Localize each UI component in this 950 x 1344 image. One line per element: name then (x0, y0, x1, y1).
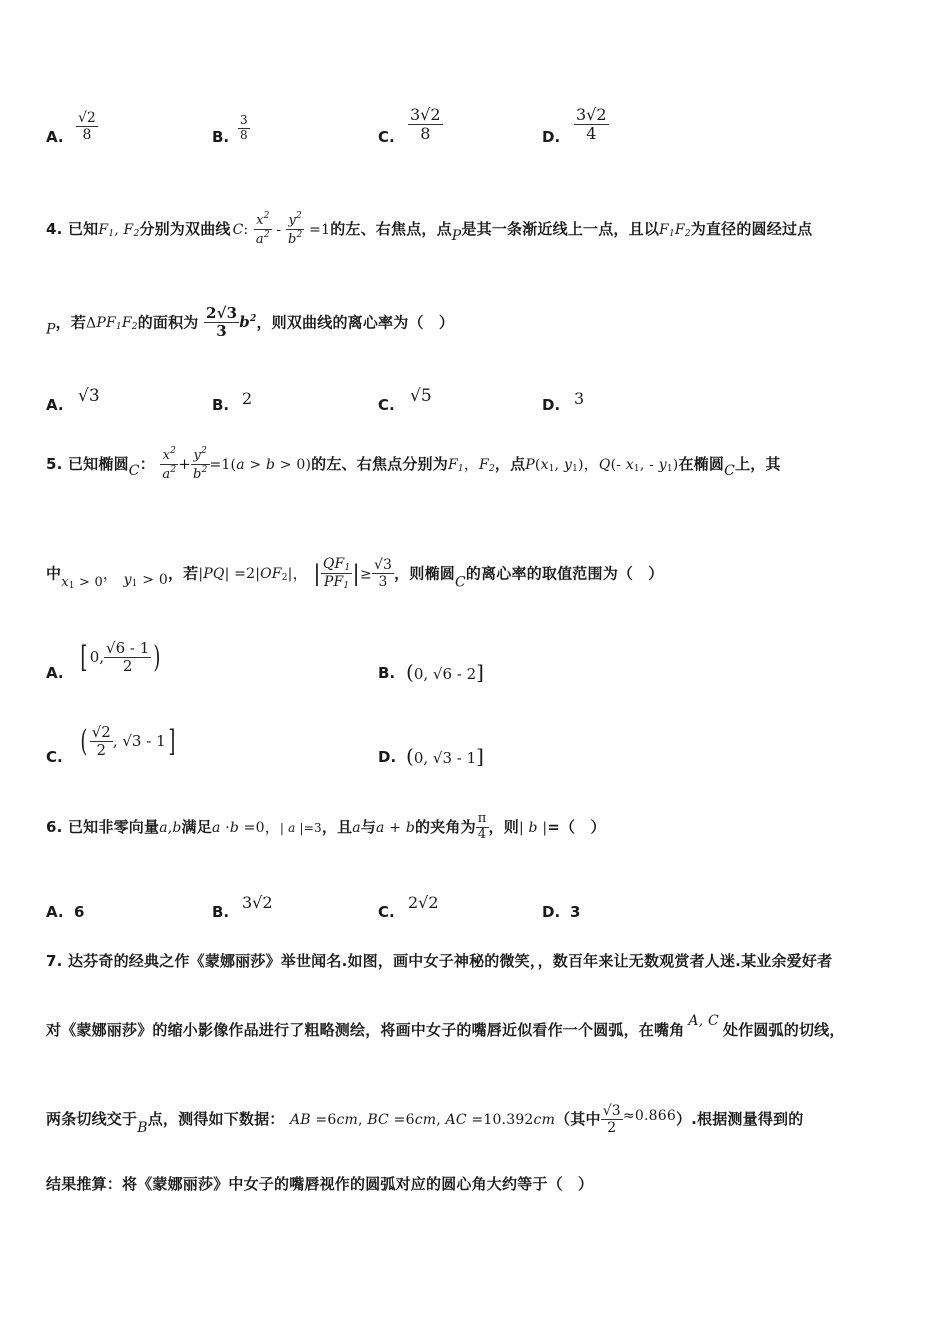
q3-option-a-label[interactable]: A. (46, 128, 64, 146)
q5-option-a-label[interactable]: A. (46, 664, 64, 682)
q6-option-d-label[interactable]: D. (542, 903, 561, 921)
q5-option-d-label[interactable]: D. (378, 748, 397, 766)
q7-line-1: 7. 达芬奇的经典之作《蒙娜丽莎》举世闻名.如图，画中女子神秘的微笑，，数百年来让无数观赏者人迷.某业余爱好者 (46, 952, 833, 970)
q5-number: 5. (46, 454, 63, 473)
q3-option-c-label[interactable]: C. (378, 128, 395, 146)
q7-line-4: 结果推算：将《蒙娜丽莎》中女子的嘴唇视作的圆弧对应的圆心角大约等于（ ） (46, 1175, 594, 1193)
q6-option-b-label[interactable]: B. (212, 903, 230, 921)
q6-option-a-value: 6 (74, 903, 85, 921)
q7-line-3: 两条切线交于B点，测得如下数据： AB =6cm, BC =6cm, AC =10.392cm（其中 $\frac{√3}{2}$ ≈0.866）.根据测量得到的 (46, 1103, 804, 1137)
q7-number: 7. (46, 952, 63, 970)
q4-option-a-value: √3 (78, 386, 100, 406)
q4-number: 4. (46, 219, 63, 238)
q5-option-b-label[interactable]: B. (378, 664, 396, 682)
q7-line-2: 对《蒙娜丽莎》的缩小影像作品进行了粗略测绘，将画中女子的嘴唇近似看作一个圆弧，在嘴角 A, C 处作圆弧的切线， (46, 1013, 845, 1039)
q4-line-2: P，若$\Delta PF_1F_2$的面积为 $\frac{2√3}{3}$ $b^2$，则双曲线的离心率为（ ） (46, 304, 455, 341)
q4-option-b-label[interactable]: B. (212, 396, 230, 414)
q5-line-1: 5. 已知椭圆C： $\frac{x^2}{a^2}$ + $\frac{y^2}{b^2}$ =1(a > b > 0)的左、右焦点分别为$F_1$，$F_2$，点$P(x_1$, $y_1$)，Q(- $x_1$, - $y_1$)在椭圆C上，其 (46, 446, 781, 482)
q5-option-a-value: [ 0, $\frac{√6 - 1}{2}$ ) (80, 639, 161, 676)
q6-number: 6. (46, 817, 63, 836)
q6-option-c-label[interactable]: C. (378, 903, 395, 921)
q3-option-d-label[interactable]: D. (542, 128, 561, 146)
q5-option-c-label[interactable]: C. (46, 748, 63, 766)
q3-option-b-value: $\frac{3}{8}$ (240, 113, 248, 142)
q6-option-c-value: 2√2 (408, 893, 439, 912)
q5-option-d-value: (0, √3 - 1] (406, 744, 484, 768)
q4-option-c-value: √5 (410, 386, 432, 406)
q3-option-c-value: $\frac{3√2}{8}$ (410, 105, 441, 144)
q4-option-b-value: 2 (242, 389, 253, 408)
q5-option-b-value: (0, √6 - 2] (406, 660, 484, 684)
q3-option-b-label[interactable]: B. (212, 128, 230, 146)
q4-option-a-label[interactable]: A. (46, 396, 64, 414)
q6-option-d-value: 3 (570, 903, 581, 921)
q4-option-d-label[interactable]: D. (542, 396, 561, 414)
q6-option-a-label[interactable]: A. (46, 903, 64, 921)
q3-option-d-value: $\frac{3√2}{4}$ (576, 105, 607, 144)
q6-line-1: 6. 已知非零向量a,b满足a ·b =0，| a |=3，且a与a + b的夹角为 $\frac{\pi}{4}$ ，则| b |=（ ） (46, 811, 606, 842)
q6-option-b-value: 3√2 (242, 893, 273, 912)
q5-option-c-value: ( $\frac{√2}{2}$ , √3 - 1] (80, 723, 175, 760)
q5-line-2: 中$x_1 > 0$， $y_1 > 0$，若$|PQ| =2|OF_2|$， | $\frac{QF_1}{PF_1}$ |≥ $\frac{√3}{3}$ ，则椭圆C的离心率的取值范围为（ ） (46, 556, 664, 592)
q4-option-c-label[interactable]: C. (378, 396, 395, 414)
q4-line-1: 4. 已知$F_1$, $F_2$分别为双曲线 C: $\frac{x^2}{a^2}$ - $\frac{y^2}{b^2}$ =1的左、右焦点，点P是其一条渐近线上一点，且以$F_1F_2$为直径的圆经过点 (46, 211, 813, 247)
q3-option-a-value: $\frac{√2}{8}$ (78, 110, 96, 144)
q4-option-d-value: 3 (574, 389, 585, 408)
